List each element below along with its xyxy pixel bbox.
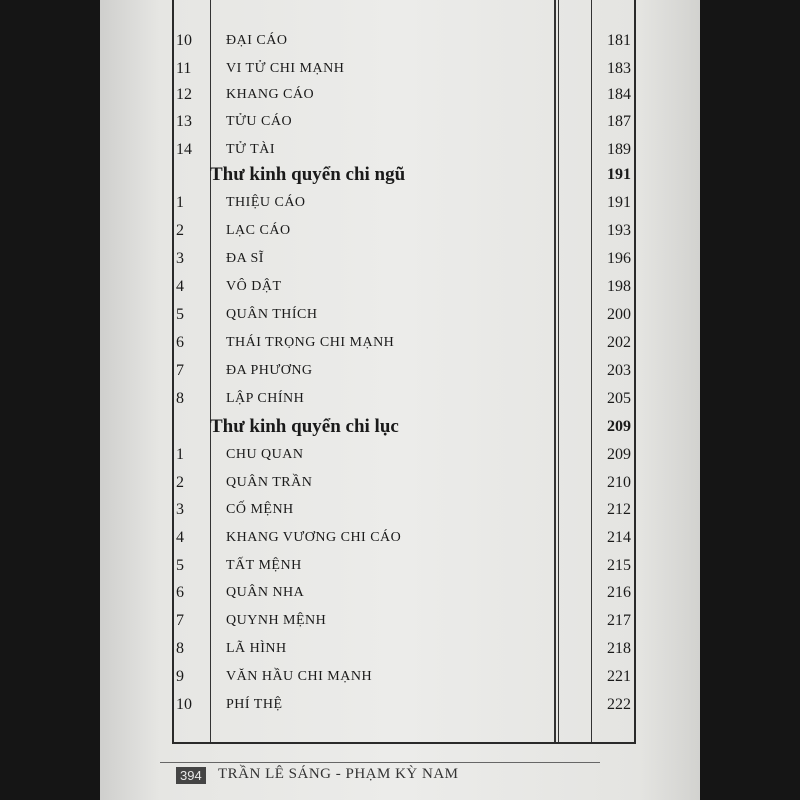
toc-entry-number: 5: [176, 557, 184, 574]
toc-entry-number: 6: [176, 334, 184, 351]
toc-entry-page: 212: [607, 501, 631, 518]
toc-entry-number: 11: [176, 60, 192, 77]
toc-entry-number: 6: [176, 584, 184, 601]
book-page: [100, 0, 700, 800]
toc-entry: [174, 692, 634, 718]
toc-entry-number: 12: [176, 86, 192, 103]
toc-section-heading: [174, 162, 634, 188]
toc-entry-title: KHANG CÁO: [226, 87, 315, 102]
toc-entry-number: 7: [176, 362, 184, 379]
toc-entry-page: 184: [607, 86, 631, 103]
toc-entry-title: LẬP CHÍNH: [226, 391, 305, 406]
toc-entry-title: ĐA SĨ: [226, 251, 264, 266]
toc-entry-number: 3: [176, 501, 184, 518]
toc-entry: [174, 636, 634, 662]
toc-entry-title: PHÍ THỆ: [226, 697, 283, 712]
toc-entry-page: 198: [607, 278, 631, 295]
toc-entry-title: VÔ DẬT: [226, 279, 282, 294]
toc-entry-title: LẠC CÁO: [226, 223, 291, 238]
toc-entry-number: 10: [176, 32, 192, 49]
toc-entry: [174, 109, 634, 135]
toc-entry-page: 202: [607, 334, 631, 351]
toc-entry: [174, 274, 634, 300]
toc-entry: [174, 525, 634, 551]
toc-entry-page: 187: [607, 113, 631, 130]
toc-entry-title: QUÂN TRẦN: [226, 475, 313, 490]
toc-entry-number: 2: [176, 474, 184, 491]
toc-entry-page: 196: [607, 250, 631, 267]
toc-entry: [174, 470, 634, 496]
toc-entry-number: 8: [176, 640, 184, 657]
toc-entry-title: ĐA PHƯƠNG: [226, 363, 313, 378]
table-of-contents: [172, 0, 636, 744]
toc-entry-page: 216: [607, 584, 631, 601]
toc-entry-title: THIỆU CÁO: [226, 195, 306, 210]
toc-entry-page: 217: [607, 612, 631, 629]
toc-entry: [174, 190, 634, 216]
toc-entry-number: 9: [176, 668, 184, 685]
toc-entry-number: 8: [176, 390, 184, 407]
toc-section-heading: [174, 414, 634, 440]
toc-entry-page: 183: [607, 60, 631, 77]
toc-entry-number: 10: [176, 696, 192, 713]
toc-entry-title: LÃ HÌNH: [226, 641, 287, 656]
toc-entry-title: TỬU CÁO: [226, 114, 293, 129]
toc-entry-title: CỐ MỆNH: [226, 502, 294, 517]
toc-entry-page: 191: [607, 166, 631, 183]
toc-entry: [174, 82, 634, 108]
toc-entry-title: ĐẠI CÁO: [226, 33, 288, 48]
toc-entry-title: Thư kinh quyển chi ngũ: [210, 164, 406, 185]
toc-entry: [174, 28, 634, 54]
toc-entry-title: VI TỬ CHI MẠNH: [226, 61, 345, 76]
toc-entry-page: 215: [607, 557, 631, 574]
toc-entry-title: Thư kinh quyển chi lục: [210, 416, 399, 437]
toc-entry-page: 189: [607, 141, 631, 158]
toc-entry-page: 214: [607, 529, 631, 546]
toc-entry: [174, 497, 634, 523]
toc-entry-number: 3: [176, 250, 184, 267]
toc-entry-number: 13: [176, 113, 192, 130]
toc-entry-title: TẤT MỆNH: [226, 558, 302, 573]
toc-entry-number: 5: [176, 306, 184, 323]
toc-entry: [174, 218, 634, 244]
toc-entry-page: 205: [607, 390, 631, 407]
toc-entry: [174, 386, 634, 412]
toc-entry-title: VĂN HẦU CHI MẠNH: [226, 669, 373, 684]
toc-entry-page: 209: [607, 418, 631, 435]
toc-entry-page: 210: [607, 474, 631, 491]
toc-entry-number: 14: [176, 141, 192, 158]
toc-entry-page: 209: [607, 446, 631, 463]
toc-entry-number: 2: [176, 222, 184, 239]
toc-entry-page: 193: [607, 222, 631, 239]
toc-entry-number: 7: [176, 612, 184, 629]
toc-entry: [174, 442, 634, 468]
toc-entry-page: 218: [607, 640, 631, 657]
toc-entry-title: KHANG VƯƠNG CHI CÁO: [226, 530, 402, 545]
page-footer: [160, 762, 600, 787]
toc-entry: [174, 358, 634, 384]
toc-entry: [174, 553, 634, 579]
toc-entry: [174, 137, 634, 163]
toc-entry-number: 4: [176, 529, 184, 546]
toc-entry-title: QUÂN NHA: [226, 585, 305, 600]
toc-entry-page: 191: [607, 194, 631, 211]
toc-entry: [174, 608, 634, 634]
toc-entry: [174, 56, 634, 82]
toc-entry-title: QUYNH MỆNH: [226, 613, 327, 628]
toc-entry-page: 203: [607, 362, 631, 379]
footer-page-number: 394: [176, 767, 206, 784]
toc-entry-title: CHU QUAN: [226, 447, 304, 462]
toc-entry: [174, 302, 634, 328]
toc-entry: [174, 580, 634, 606]
toc-entry-title: THÁI TRỌNG CHI MẠNH: [226, 335, 395, 350]
toc-entry: [174, 664, 634, 690]
footer-authors: TRẦN LÊ SÁNG - PHẠM KỲ NAM: [218, 766, 459, 782]
toc-entry-number: 4: [176, 278, 184, 295]
toc-entry-title: QUÂN THÍCH: [226, 307, 318, 322]
toc-entry-page: 222: [607, 696, 631, 713]
toc-entry-page: 221: [607, 668, 631, 685]
toc-entry: [174, 246, 634, 272]
toc-entry-number: 1: [176, 194, 184, 211]
toc-entry-title: TỬ TÀI: [226, 142, 275, 157]
toc-entry-number: 1: [176, 446, 184, 463]
toc-entry-page: 200: [607, 306, 631, 323]
toc-entry-page: 181: [607, 32, 631, 49]
toc-entry: [174, 330, 634, 356]
